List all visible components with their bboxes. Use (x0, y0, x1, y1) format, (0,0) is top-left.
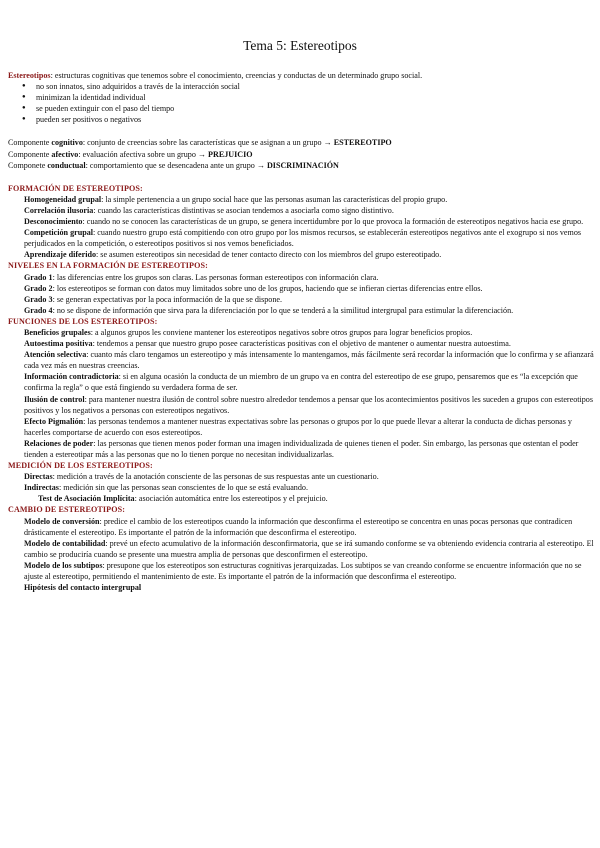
component-text: : comportamiento que se desencadena ante un grupo → (85, 160, 267, 170)
list-item (24, 194, 594, 205)
item-text: : predice el cambio de los estereotipos cuando la información que desconfirma el estereotipo se concentra en unas pocas personas que contradicen drásticamente el estereotipo. Es importante el patrón de la información que desconfirma el estereotipo. (24, 516, 573, 537)
list-item (24, 371, 594, 393)
section-heading-funciones: FUNCIONES DE LOS ESTEREOTIPOS: (8, 316, 158, 326)
item-term: Modelo de los subtipos (24, 560, 103, 570)
intro-text: : estructuras cognitivas que tenemos sobre el conocimiento, creencias y conductas de un determinado grupo social. (50, 71, 423, 80)
list-item (38, 493, 594, 504)
list-item (24, 349, 594, 371)
component-result: ESTEREOTIPO (333, 138, 392, 148)
section-heading-niveles: NIVELES EN LA FORMACIÓN DE ESTEREOTIPOS: (8, 261, 208, 271)
item-text: : las personas tendemos a mantener nuestras expectativas sobre las personas o grupos por lo que puede llevar a alterar la conducta de dichas personas y hacerles comportarse de acuerdo con esos estereotipos. (24, 416, 572, 437)
item-text: : se asumen estereotipos sin necesidad de tener contacto directo con los miembros del grupo estereotipado. (96, 250, 442, 260)
item-text: : asociación automática entre los estereotipos y el prejuicio. (134, 494, 328, 504)
item-text: : cuanto más claro tengamos un estereotipo y más intensamente lo mantengamos, más fácilmente será recordar la información que lo confirma y se afianzará cada vez más en nuestras creencias. (24, 350, 594, 371)
item-term: Beneficios grupales (24, 327, 91, 337)
list-item (24, 560, 594, 582)
component-line (8, 137, 594, 148)
component-key: conductual (47, 160, 86, 170)
intro-term: Estereotipos (8, 71, 51, 80)
formacion-list (8, 194, 594, 261)
list-item (24, 394, 594, 416)
item-term: Aprendizaje diferido (24, 250, 97, 260)
item-term: Grado 4 (24, 305, 53, 315)
list-item (24, 283, 594, 294)
niveles-list (8, 272, 594, 316)
component-prefix: Componente (8, 149, 52, 159)
item-term: Información contradictoria (24, 372, 119, 382)
list-item (24, 482, 594, 493)
funciones-list (8, 327, 594, 460)
item-term: Modelo de contabilidad (24, 538, 106, 548)
component-key: afectivo (51, 149, 79, 159)
item-text: : prevé un efecto acumulativo de la información desconfirmatoria, que se irá sumando conforme se va obteniendo evidencia contraria al estereotipo. El cambio se produciría cuando se presente una muestra amplia de personas que desconfirmen el estereotipo. (24, 538, 594, 559)
item-text: : cuando las características distintivas se asocian tendemos a asociarla como signo distintivo. (93, 205, 394, 215)
item-text: : tendemos a pensar que nuestro grupo posee características positivas con el objetivo de mantener o aumentar nuestra autoestima. (92, 339, 511, 349)
item-term: Efecto Pigmalión (24, 416, 84, 426)
item-term: Atención selectiva (24, 350, 87, 360)
list-item: ● minimizan la identidad individual (22, 92, 594, 103)
list-item (24, 294, 594, 305)
component-text: : conjunto de creencias sobre las características que se asignan a un grupo → (82, 138, 334, 148)
item-term: Grado 1 (24, 272, 53, 282)
list-item: ● pueden ser positivos o negativos (22, 114, 594, 125)
item-term: Hipótesis del contacto intergrupal (24, 583, 142, 593)
item-text: : las personas que tienen menos poder forman una imagen individualizada de quienes tienen el poder. Sin embargo, las personas que ostentan el poder tienden a estereotipar más a las personas que no lo tienen porque no necesitan individualizarlas. (24, 438, 579, 459)
item-term: Grado 3 (24, 294, 53, 304)
heading-text: MEDICIÓN DE LOS ESTEREOTIPOS (8, 461, 151, 471)
heading-text: CAMBIO DE ESTEREOTIPOS (8, 505, 123, 515)
heading-text: NIVELES EN LA FORMACIÓN DE ESTEREOTIPOS (8, 261, 206, 271)
list-item (24, 416, 594, 438)
item-text: : medición sin que las personas sean conscientes de lo que se está evaluando. (58, 483, 308, 493)
list-item (24, 327, 594, 338)
item-term: Modelo de conversión (24, 516, 100, 526)
list-item (24, 249, 594, 260)
list-item (24, 205, 594, 216)
section-heading-cambio: CAMBIO DE ESTEREOTIPOS: (8, 505, 125, 515)
list-item: ● se pueden extinguir con el paso del tiempo (22, 103, 594, 114)
component-line (8, 149, 594, 160)
intro-definition (8, 70, 594, 81)
item-term: Test de Asociación Implícita (38, 494, 135, 504)
heading-text: FORMACIÓN DE ESTEREOTIPOS (8, 183, 141, 193)
item-text: : las diferencias entre los grupos son claras. Las personas forman estereotipos con información clara. (52, 272, 379, 282)
item-term: Competición grupal (24, 228, 94, 238)
medicion-sublist (8, 493, 594, 504)
list-item: ● no son innatos, sino adquiridos a través de la interacción social (22, 81, 594, 92)
list-item (24, 216, 594, 227)
item-term: Autoestima positiva (24, 339, 93, 349)
item-text: : los estereotipos se forman con datos muy limitados sobre uno de los grupos, haciendo que se infieran ciertas diferencias entre ellos. (52, 283, 483, 293)
item-term: Ilusión de control (24, 394, 85, 404)
item-term: Relaciones de poder (24, 438, 94, 448)
intro-bullet-list (8, 81, 594, 125)
list-item (24, 471, 594, 482)
item-text: : se generan expectativas por la poca información de la que se dispone. (52, 294, 283, 304)
component-line (8, 160, 594, 171)
item-term: Indirectas (24, 483, 59, 493)
component-prefix: Componete (8, 160, 48, 170)
item-term: Directas (24, 472, 53, 482)
document-body (8, 70, 594, 593)
item-text: : cuando no se conocen las características de un grupo, se genera incertidumbre por lo que provoca la formación de estereotipos negativos hacia ese grupo. (82, 217, 584, 227)
list-item (24, 516, 594, 538)
list-item (24, 538, 594, 560)
item-term: Correlación ilusoria (24, 205, 94, 215)
component-key: cognitivo (51, 138, 83, 148)
item-term: Desconocimiento (24, 217, 83, 227)
item-text: : cuando nuestro grupo está compitiendo con otro grupo por los mismos recursos, se establecerán estereotipos negativos ante el exogrupo si nos vemos perjudicados en la competición, o estereotipos positivos si nos vemos beneficiados. (24, 228, 582, 249)
list-item (24, 227, 594, 249)
heading-text: FUNCIONES DE LOS ESTEREOTIPOS (8, 316, 155, 326)
component-prefix: Componente (8, 138, 52, 148)
component-result: DISCRIMINACIÓN (266, 160, 339, 170)
item-text: : a algunos grupos les conviene mantener los estereotipos negativos sobre otros grupos para lograr beneficios propios. (90, 327, 473, 337)
item-text: : no se dispone de información que sirva para la diferenciación por lo que se tenderá a la similitud intergrupal para estimular la diferenciación. (52, 305, 514, 315)
item-term: Homogeneidad grupal (24, 194, 102, 204)
component-text: : evaluación afectiva sobre un grupo → (78, 149, 209, 159)
item-text: : la simple pertenencia a un grupo social hace que las personas asuman las características del propio grupo. (101, 194, 448, 204)
medicion-list (8, 471, 594, 493)
list-item (24, 338, 594, 349)
item-text: : presupone que los estereotipos son estructuras cognitivas jerarquizadas. Los subtipos se van creando conforme se encuentre información que no se ajuste al estereotipo, permitiendo el mantenimiento de este. Es importante el patrón de la información que desconfirma el estereotipo. (24, 560, 582, 582)
cambio-list (8, 516, 594, 594)
section-heading-medicion: MEDICIÓN DE LOS ESTEREOTIPOS: (8, 461, 153, 471)
item-text: : medición a través de la anotación consciente de las personas de sus respuestas ante un cuestionario. (52, 472, 379, 482)
page-title: Tema 5: Estereotipos (243, 38, 357, 53)
item-text: : si en alguna ocasión la conducta de un miembro de un grupo va en contra del estereotipo de ese grupo, pensaremos que es “la excepción que confirma la regla” o que está fingiendo su verdadera forma de ser. (24, 372, 578, 393)
list-item (24, 305, 594, 316)
component-result: PREJUICIO (208, 149, 253, 159)
item-term: Grado 2 (24, 283, 53, 293)
list-item (24, 438, 594, 460)
section-heading-formacion: FORMACIÓN DE ESTEREOTIPOS: (8, 183, 143, 193)
item-text: : para mantener nuestra ilusión de control sobre nuestro alrededor tendemos a pensar que los acontecimientos positivos les suceden a grupos con estereotipos positivos y los negativos a personas con estereotipos negativos. (24, 394, 593, 415)
list-item (24, 582, 594, 593)
list-item (24, 272, 594, 283)
